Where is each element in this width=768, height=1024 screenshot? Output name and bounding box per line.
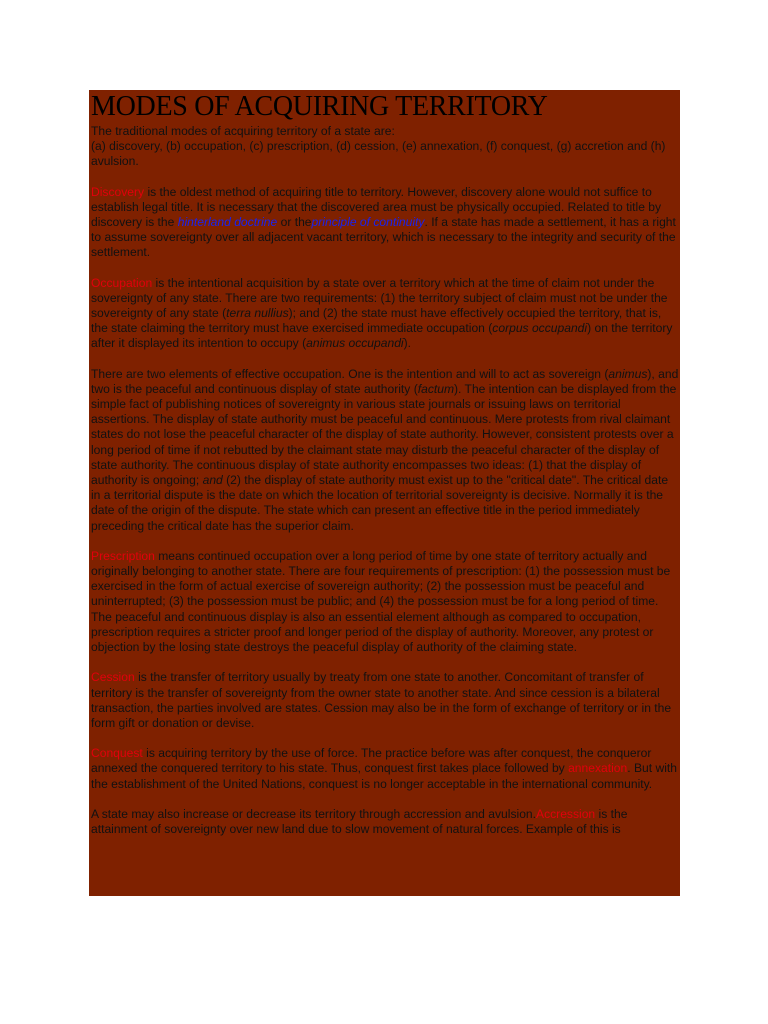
discovery-paragraph: Discovery is the oldest method of acquiring title to territory. However, discovery alone would not suffice to establish legal title. It is necessary that the discovered area must be physically occupied. Related to title by discovery is the hinterland doctrine or theprinciple of continuity. If a state has made a settlement, it has a right to assume sovereignty over all adjacent vacant territory, which is necessary to the integrity and security of the settlement. [91, 184, 676, 260]
link-hinterland-doctrine[interactable]: hinterland doctrine [177, 215, 278, 230]
occupation-paragraph: Occupation is the intentional acquisition by a state over a territory which at the time of claim not under the sovereignty of any state. There are two requirements: (1) the territory subject of claim must not be under the sovereignty of any state (terra nullius); and (2) the state must have effectively occupied the territory, that is, the state claiming the territory must have exercised immediate occupation (corpus occupandi) on the territory after it displayed its intention to occupy (animus occupandi). [91, 275, 673, 351]
link-principle-of-continuity[interactable]: principle of continuity [311, 215, 425, 230]
intro-paragraph [91, 124, 679, 170]
term-cession: Cession [91, 670, 135, 685]
document-page [89, 90, 680, 896]
term-accression: Accression [536, 806, 596, 821]
intro-line-2: (a) discovery, (b) occupation, (c) prescription, (d) cession, (e) annexation, (f) conquest, (g) accretion and (h) avulsion. [91, 139, 666, 169]
term-prescription: Prescription [91, 548, 155, 563]
page-title: MODES OF ACQUIRING TERRITORY [91, 91, 548, 122]
term-discovery: Discovery [91, 184, 145, 199]
prescription-paragraph: Prescription means continued occupation over a long period of time by one state of territory actually and originally belonging to another state. There are four requirements of prescription: (1) the possession must be exercised in the form of actual exercise of sovereign authority; (2) the possession must be peaceful and uninterrupted; (3) the possession must be public; and (4) the possession must be for a long period of time. The peaceful and continuous display is also an essential element although as compared to occupation, prescription requires a stricter proof and longer period of the display of authority. Moreover, any protest or objection by the losing state destroys the peaceful display of authority of the claiming state. [91, 548, 671, 655]
accretion-paragraph: A state may also increase or decrease its territory through accression and avulsion.Accression is the attainment of sovereignty over new land due to slow movement of natural forces. Example of this is [91, 806, 628, 836]
term-annexation: annexation [568, 761, 628, 776]
intro-line-1: The traditional modes of acquiring territory of a state are: [91, 124, 395, 138]
term-occupation: Occupation [91, 275, 153, 290]
cession-paragraph: Cession is the transfer of territory usually by treaty from one state to another. Concomitant of transfer of territory is the transfer of sovereignty from the owner state to another state. And since cession is a bilateral transaction, the parties involved are states. Cession may also be in the form of exchange of territory or in the form gift or donation or devise. [91, 670, 672, 730]
term-conquest: Conquest [91, 746, 143, 761]
effective-occupation-paragraph: There are two elements of effective occupation. One is the intention and will to act as sovereign (animus), and two is the peaceful and continuous display of state authority (factum). The intention can be displayed from the simple fact of publishing notices of sovereignty in various state journals or issuing laws on territorial assertions. The display of state authority must be peaceful and continuous. Mere protests from rival claimant states do not lose the peaceful character of the display of state authority. However, consistent protests over a long period of time if not rebutted by the claimant state may disturb the peaceful character of the display of state authority. The continuous display of state authority encompasses two ideas: (1) that the display of authority is ongoing; and (2) the display of state authority must exist up to the "critical date". The critical date in a territorial dispute is the date on which the location of territorial sovereignty is decisive. Normally it is the date of the origin of the dispute. The state which can present an effective title in the period immediately preceding the critical date has the superior claim. [91, 366, 679, 533]
conquest-paragraph: Conquest is acquiring territory by the use of force. The practice before was after conquest, the conqueror annexed the conquered territory to his state. Thus, conquest first takes place followed by annexation. But with the establishment of the United Nations, conquest is no longer acceptable in the international community. [91, 746, 678, 791]
